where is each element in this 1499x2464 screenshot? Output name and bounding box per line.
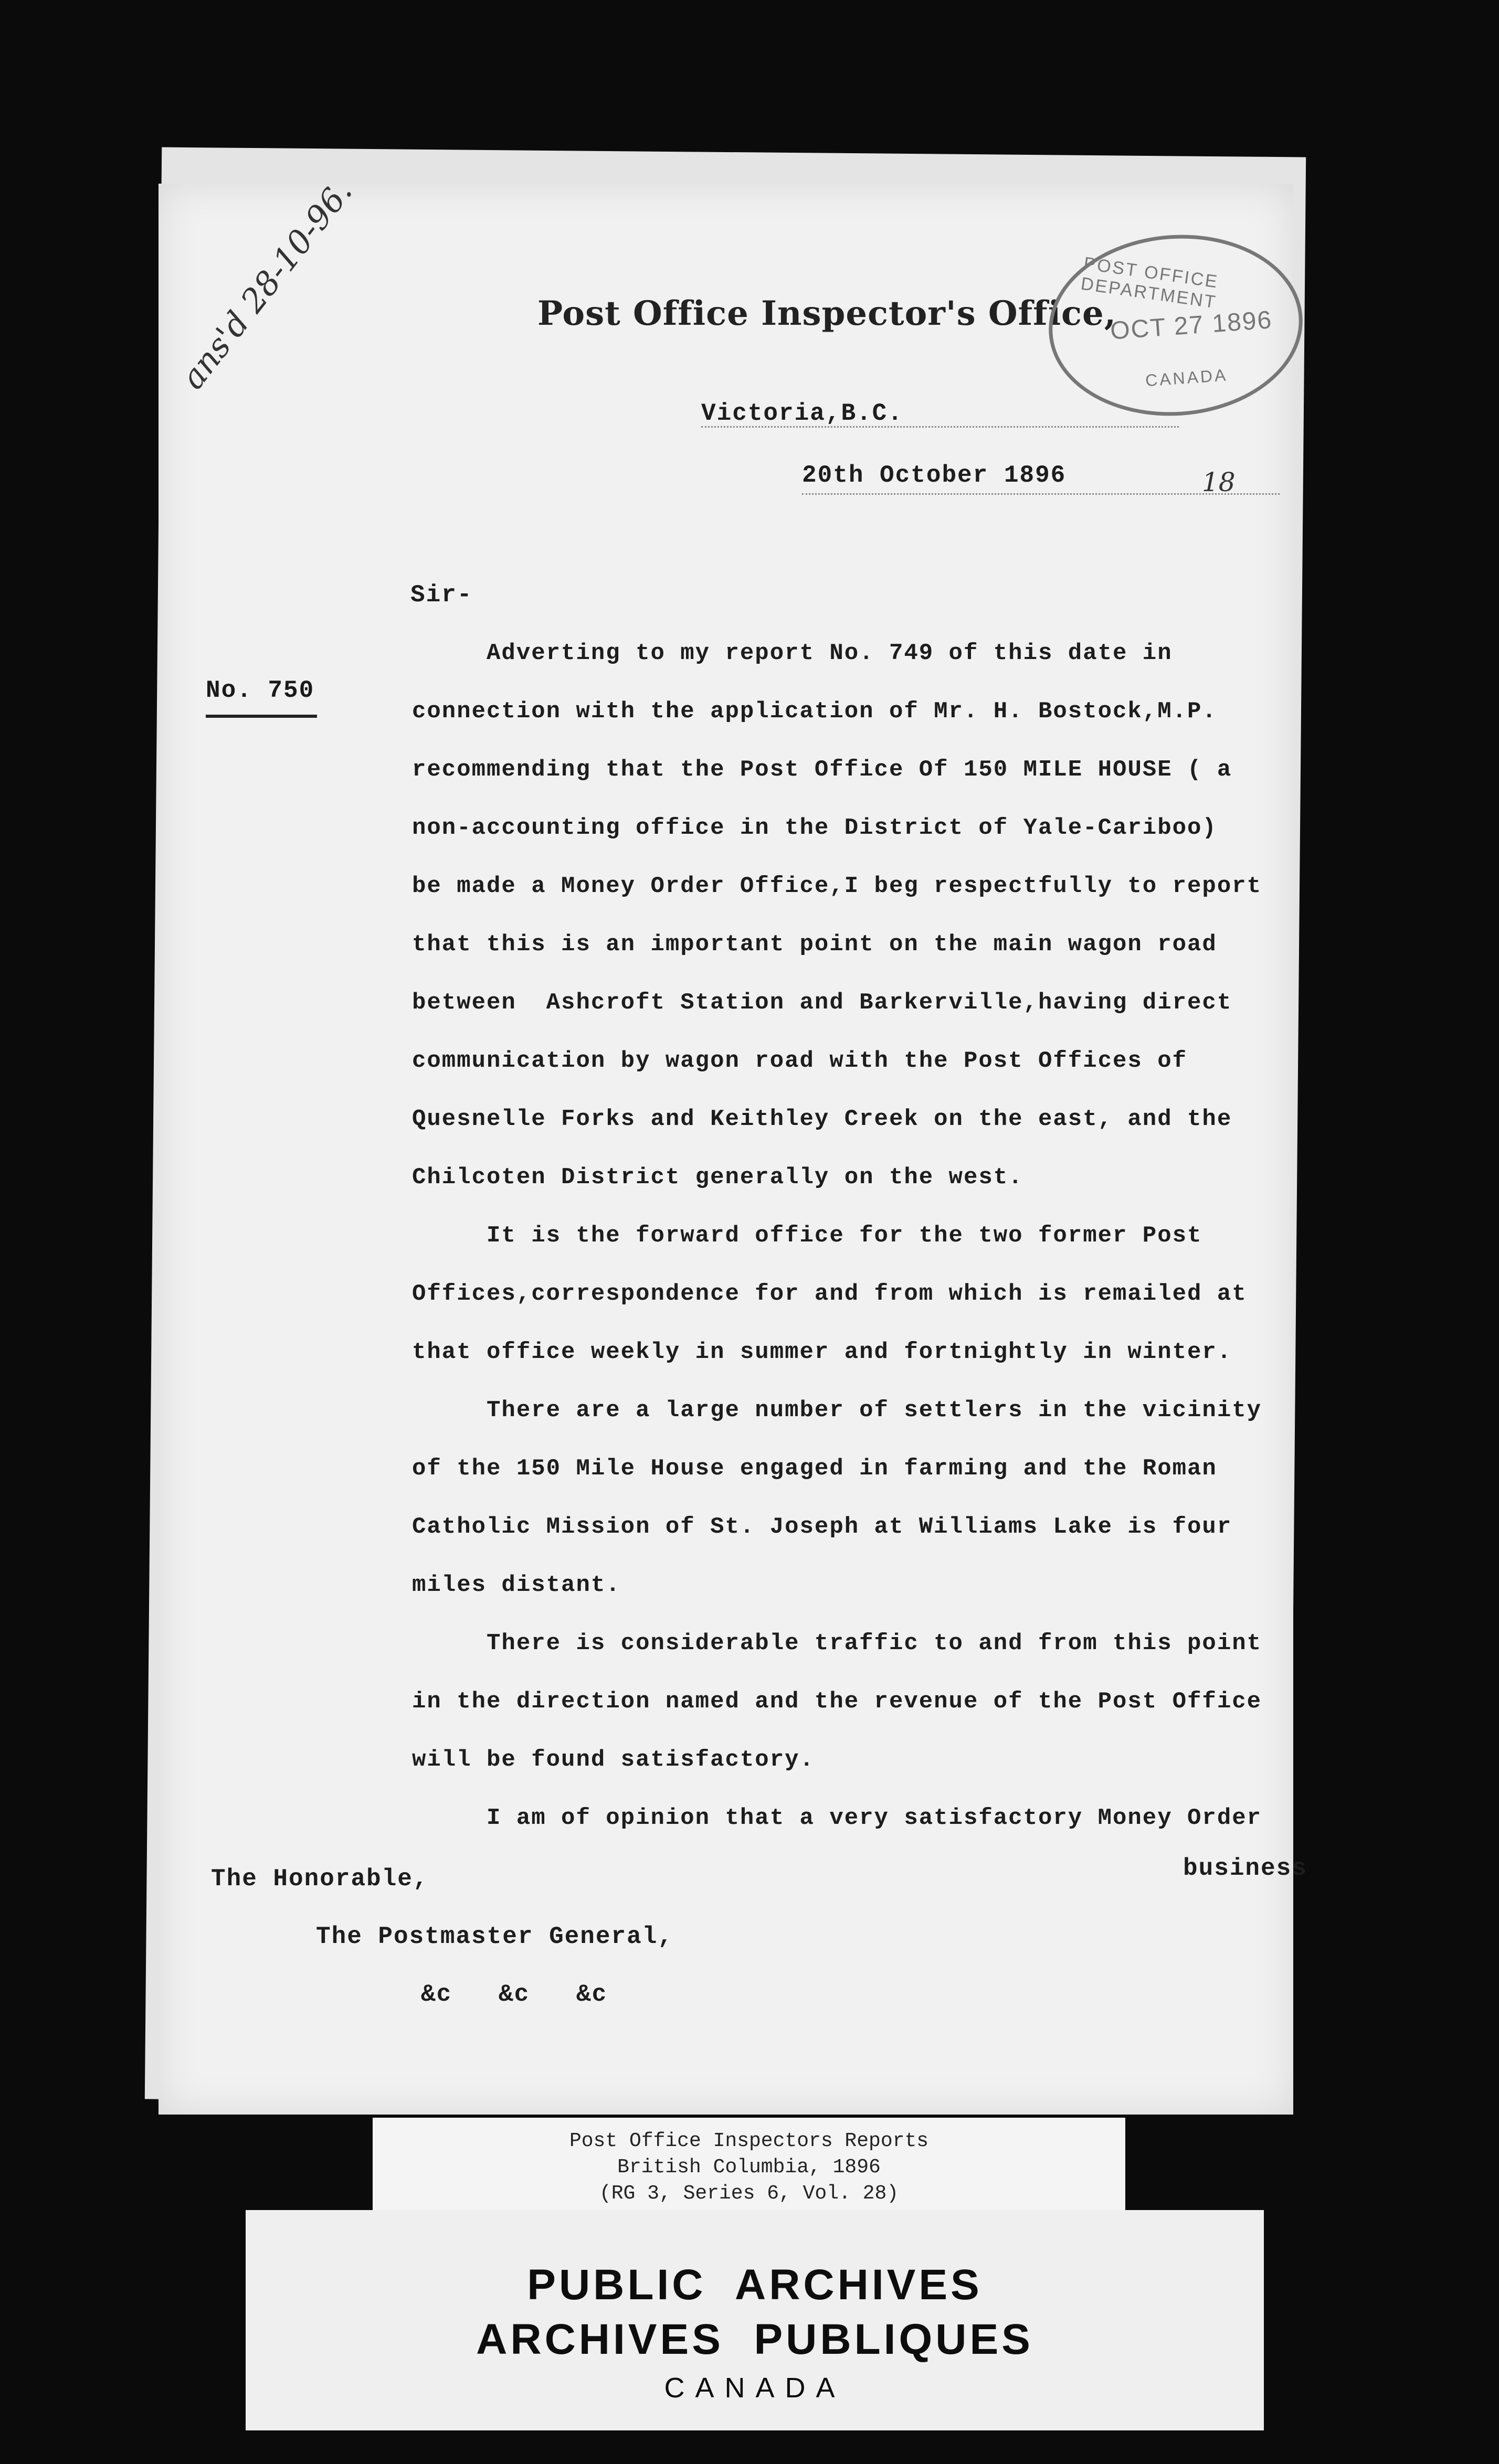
body-line: be made a Money Order Office,I beg respectfully to report — [412, 873, 1262, 899]
date-line — [802, 493, 1280, 495]
archives-footer — [246, 2210, 1264, 2430]
archives-english: PUBLIC ARCHIVES — [527, 2261, 983, 2309]
body-line: communication by wagon road with the Post Offices of — [412, 1048, 1188, 1074]
body-line: will be found satisfactory. — [412, 1747, 815, 1773]
body-line: miles distant. — [412, 1572, 621, 1598]
body-line: between Ashcroft Station and Barkerville,having direct — [412, 990, 1232, 1016]
catchword: business — [1183, 1855, 1307, 1882]
stamp-date: OCT 27 1896 — [1109, 306, 1273, 345]
addressee-etc: &c &c &c — [421, 1981, 608, 2008]
stamp-country: CANADA — [1144, 365, 1229, 390]
stamp-department: POST OFFICE DEPARTMENT — [1079, 253, 1220, 313]
body-line: Offices,correspondence for and from which is remailed at — [412, 1281, 1247, 1307]
body-line: non-accounting office in the District of Yale-Cariboo) — [412, 815, 1217, 841]
archive-series: Post Office Inspectors Reports — [569, 2130, 929, 2152]
reference-number: No. 750 — [206, 677, 315, 704]
body-line: Quesnelle Forks and Keithley Creek on the east, and the — [412, 1106, 1232, 1132]
body-line: I am of opinion that a very satisfactory Money Order — [412, 1805, 1262, 1831]
place: Victoria,B.C. — [701, 400, 903, 427]
body-line: that office weekly in summer and fortnightly in winter. — [412, 1339, 1232, 1365]
letter-body — [412, 624, 1283, 1847]
body-line: Catholic Mission of St. Joseph at Williams Lake is four — [412, 1514, 1232, 1540]
body-line: of the 150 Mile House engaged in farming and the Roman — [412, 1456, 1217, 1482]
body-line: recommending that the Post Office Of 150 MILE HOUSE ( a — [412, 757, 1232, 783]
date-suffix: 18 — [1202, 467, 1236, 497]
body-line: It is the forward office for the two former Post — [412, 1223, 1202, 1249]
body-line: Chilcoten District generally on the west. — [412, 1164, 1023, 1191]
addressee-title: The Honorable, — [211, 1865, 429, 1893]
archive-volume: (RG 3, Series 6, Vol. 28) — [599, 2182, 899, 2205]
archives-french: ARCHIVES PUBLIQUES — [476, 2316, 1033, 2363]
body-line: connection with the application of Mr. H. Bostock,M.P. — [412, 698, 1217, 725]
salutation: Sir- — [410, 581, 473, 609]
date: 20th October 1896 — [802, 462, 1067, 489]
body-line: in the direction named and the revenue of the Post Office — [412, 1688, 1262, 1715]
addressee-name: The Postmaster General, — [316, 1923, 673, 1950]
archive-region: British Columbia, 1896 — [617, 2156, 881, 2179]
body-line: There are a large number of settlers in the vicinity — [412, 1397, 1262, 1424]
archive-reference-label — [373, 2118, 1125, 2223]
letterhead: Post Office Inspector's Office, — [537, 294, 1116, 333]
body-line: There is considerable traffic to and from this point — [412, 1630, 1262, 1656]
body-line: Adverting to my report No. 749 of this date in — [412, 640, 1173, 666]
archives-country: CANADA — [664, 2372, 846, 2404]
place-line — [701, 426, 1179, 428]
body-line: that this is an important point on the main wagon road — [412, 931, 1217, 958]
reference-underline — [206, 715, 317, 718]
handwritten-annotation: ans'd 28-10-96. — [173, 173, 360, 396]
